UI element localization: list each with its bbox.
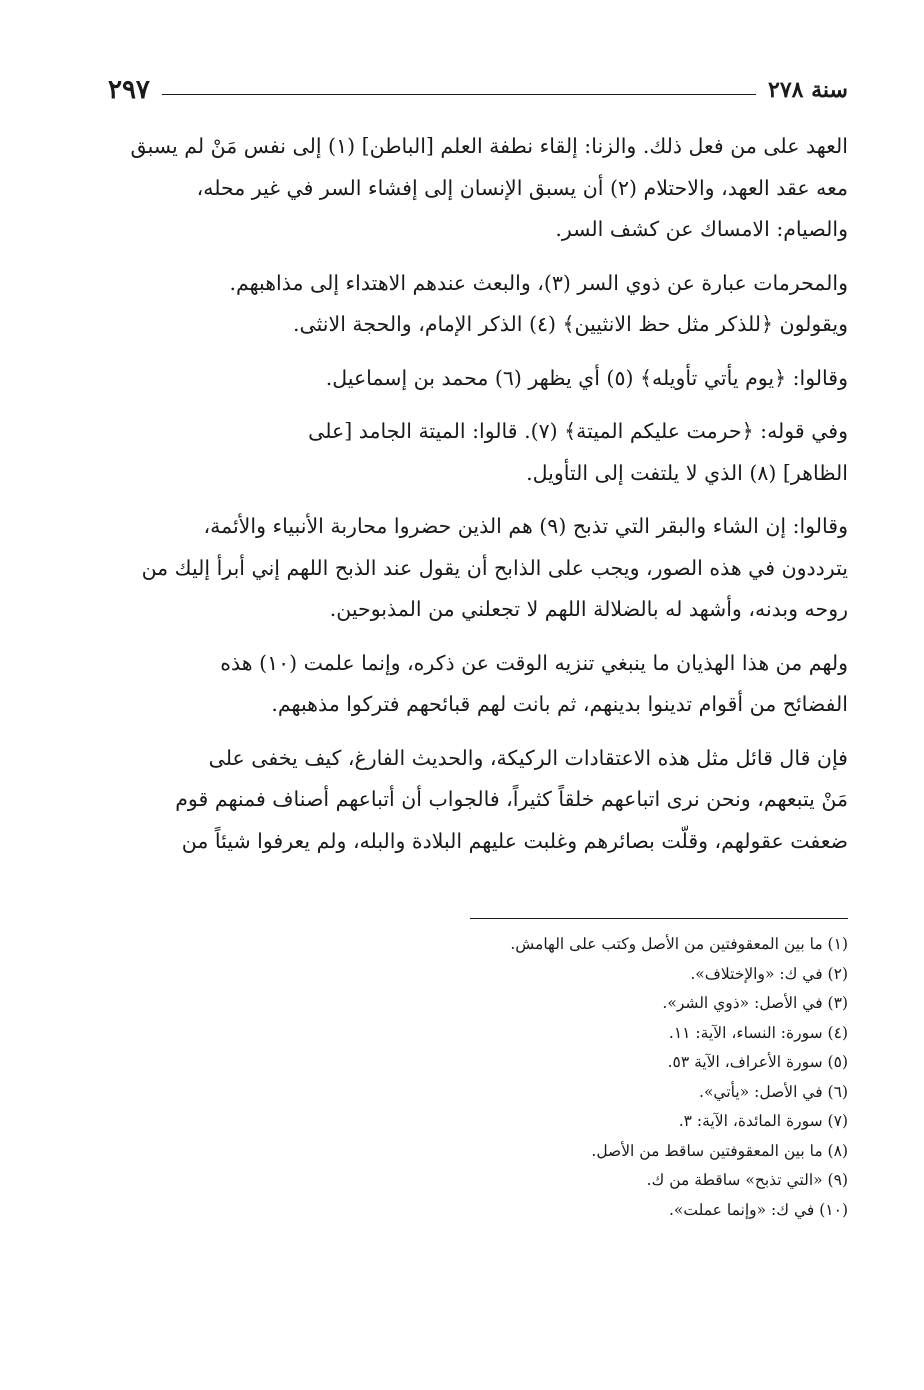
footnote: (٦) في الأصل: «يأتي». [699, 1082, 848, 1101]
text-line: والصيام: الامساك عن كشف السر. [555, 217, 848, 241]
text-line: وقالوا: إن الشاء والبقر التي تذبح (٩) هم الذين حضروا محاربة الأنبياء والأئمة، [203, 514, 848, 538]
text-line: يترددون في هذه الصور، ويجب على الذابح أن يقول عند الذبح اللهم إني أبرأ إليك من [141, 555, 848, 580]
page-number: ٢٩٧ [108, 75, 150, 105]
text-line: فإن قال قائل مثل هذه الاعتقادات الركيكة، والحديث الفارغ، كيف يخفى على [208, 745, 848, 770]
text-line: روحه وبدنه، وأشهد له بالضلالة اللهم لا تجعلني من المذبوحين. [329, 597, 848, 621]
text-line: العهد على من فعل ذلك. والزنا: إلقاء نطفة العلم [الباطن] (١) إلى نفس مَنْ لم يسبق [130, 134, 848, 158]
footnote: (٢) في ك: «والإختلاف». [690, 964, 848, 983]
text-line: معه عقد العهد، والاحتلام (٢) أن يسبق الإنسان إلى إفشاء السر في غير محله، [196, 175, 848, 200]
footnote: (٣) في الأصل: «ذوي الشر». [662, 994, 848, 1012]
running-header [108, 72, 848, 108]
text-line: ضعفت عقولهم، وقلّت بصائرهم وغلبت عليهم البلادة والبله، ولم يعرفوا شيئاً من [181, 828, 848, 853]
footnote: (٩) «التي تذبح» ساقطة من ك. [646, 1171, 848, 1189]
footnote: (١٠) في ك: «وإنما عملت». [668, 1200, 848, 1219]
footnote: (٨) ما بين المعقوفتين ساقط من الأصل. [591, 1141, 848, 1160]
text-line: الفضائح من أقوام تدينوا بدينهم، ثم بانت لهم قبائحهم فتركوا مذهبهم. [271, 692, 848, 716]
text-line: ولهم من هذا الهذيان ما ينبغي تنزيه الوقت عن ذكره، وإنما علمت (١٠) هذه [220, 650, 848, 675]
header-year: سنة ٢٧٨ [768, 77, 848, 103]
footnote: (٧) سورة المائدة، الآية: ٣. [678, 1112, 848, 1130]
text-line: والمحرمات عبارة عن ذوي السر (٣)، والبعث عندهم الاهتداء إلى مذاهبهم. [229, 270, 848, 295]
footnotes [428, 930, 848, 1225]
footnote-separator [470, 918, 848, 919]
text-line: وفي قوله: ﴿حرمت عليكم الميتة﴾ (٧). قالوا: الميتة الجامد [على [308, 419, 848, 443]
text-line: وقالوا: ﴿يوم يأتي تأويله﴾ (٥) أي يظهر (٦) محمد بن إسماعيل. [325, 365, 848, 390]
footnote: (١) ما بين المعقوفتين من الأصل وكتب على الهامش. [510, 935, 848, 953]
text-line: الظاهر] (٨) الذي لا يلتفت إلى التأويل. [526, 460, 848, 485]
footnote: (٤) سورة: النساء، الآية: ١١. [668, 1023, 848, 1042]
text-line: مَنْ يتبعهم، ونحن نرى اتباعهم خلقاً كثيراً، فالجواب أن أتباعهم أصناف فمنهم قوم [175, 787, 848, 811]
text-line: ويقولون ﴿للذكر مثل حظ الانثيين﴾ (٤) الذكر الإمام، والحجة الانثى. [293, 312, 848, 336]
header-rule [162, 94, 756, 95]
footnote: (٥) سورة الأعراف، الآية ٥٣. [667, 1053, 848, 1071]
main-text [106, 126, 848, 862]
